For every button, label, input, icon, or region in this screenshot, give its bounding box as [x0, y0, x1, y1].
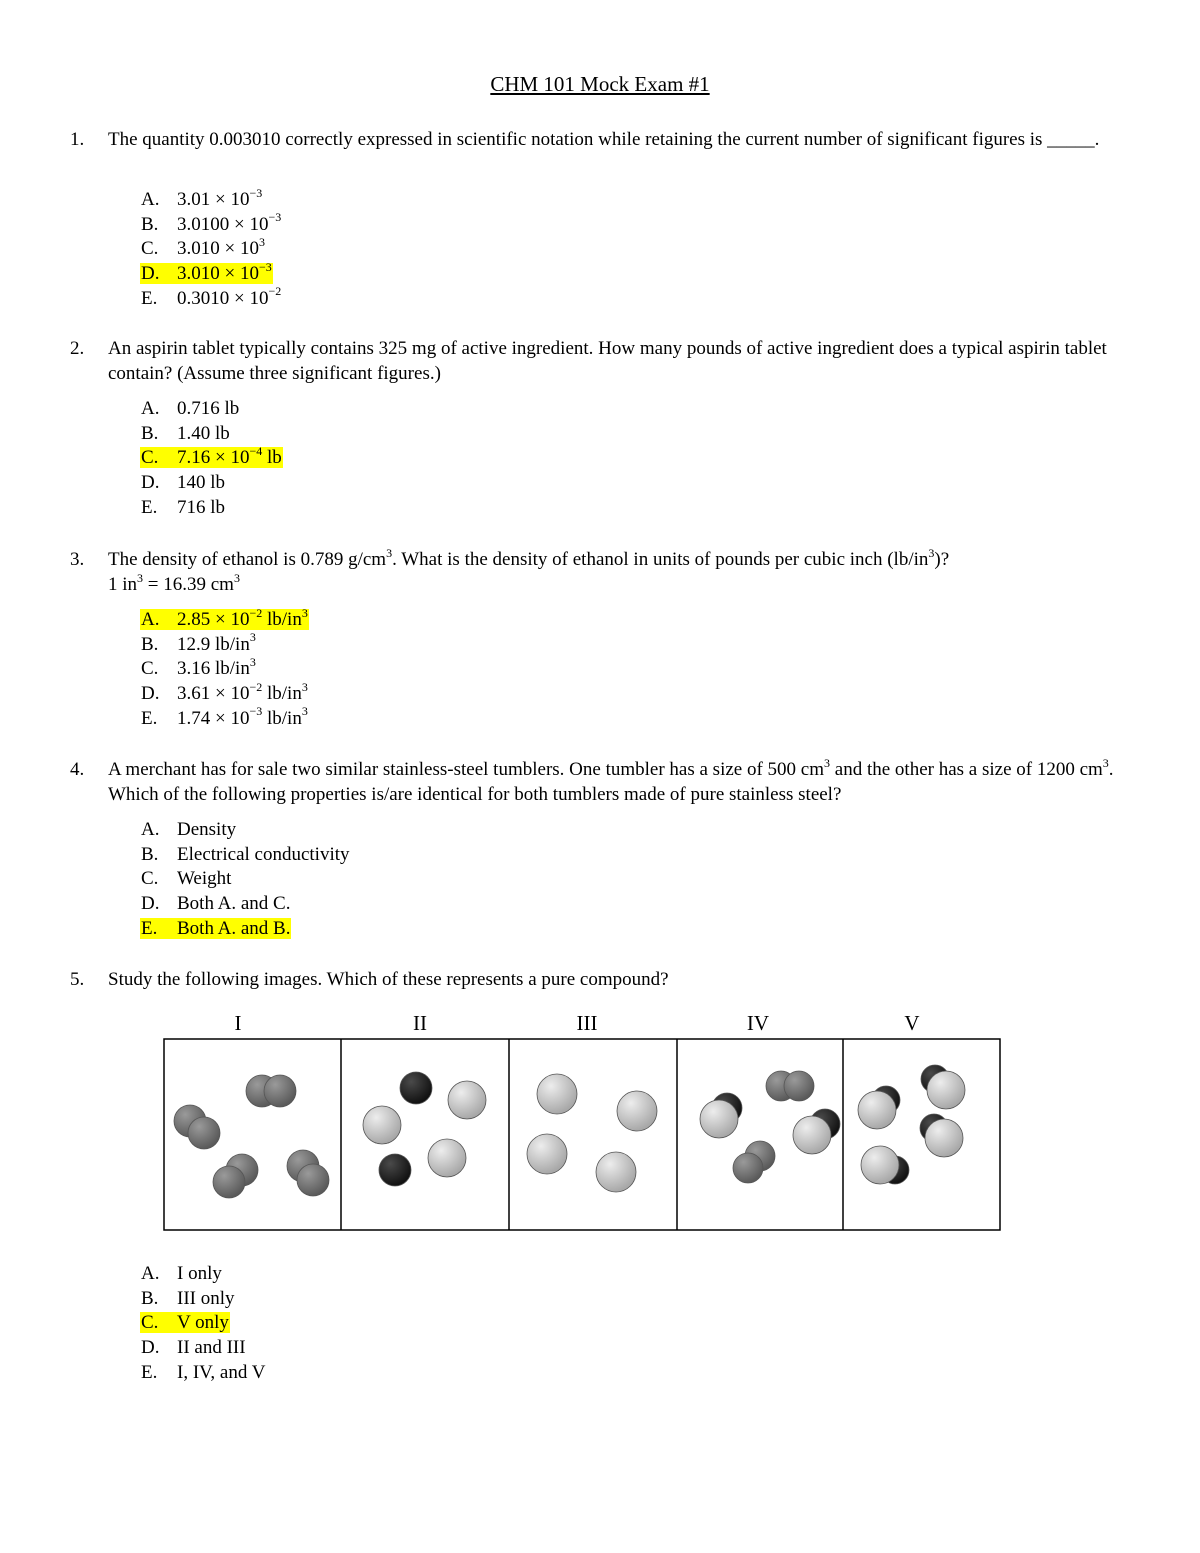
choice-text: V only [177, 1312, 229, 1334]
question-number: 1. [70, 129, 85, 150]
choice-text: $3.0100 \times 10^{-3}$ [177, 210, 282, 235]
choice-text: 140 lb [177, 472, 226, 494]
choice-text: I only [177, 1263, 222, 1284]
panel-label-ii: II [413, 1011, 427, 1035]
choice-text: $3.01 \times 10^{-3}$ [177, 185, 263, 210]
choice-letter: D. [141, 683, 160, 705]
choice-text: III only [177, 1287, 235, 1309]
panel-i-molecules [174, 1075, 329, 1198]
diatomic-molecule [287, 1150, 329, 1196]
compound-molecule [921, 1065, 965, 1109]
choice-letter: E. [141, 287, 158, 309]
choices-q5 [140, 1262, 267, 1385]
choice-letter: E. [141, 707, 158, 729]
diatomic-molecule [766, 1071, 814, 1101]
choice-text: $2.85 \times 10^{-2}$ $lb/in^3$ [177, 605, 308, 630]
choice-letter: C. [141, 868, 159, 890]
answer-choice-highlighted [140, 1311, 267, 1336]
choice-text: Density [177, 819, 237, 840]
choice-letter: D. [141, 893, 160, 915]
choice-content [140, 1362, 267, 1383]
choice-text: II and III [177, 1337, 246, 1359]
answer-choice [140, 1287, 267, 1312]
compound-molecule [861, 1146, 909, 1184]
choice-letter: B. [141, 633, 159, 655]
choice-letter: B. [141, 843, 159, 865]
question-number: 3. [70, 549, 85, 570]
choice-content [140, 1337, 247, 1358]
light-atom [363, 1106, 401, 1144]
compound-molecule [700, 1093, 742, 1138]
panel-label-i: I [234, 1011, 242, 1035]
choice-text: $0.3010 \times 10^{-2}$ [177, 284, 282, 309]
choice-letter: B. [141, 1287, 159, 1309]
choice-text: $7.16 \times 10^{-4}$ lb [177, 444, 282, 469]
panel-label-iii: III [576, 1011, 598, 1035]
light-atom [448, 1081, 486, 1119]
black-atom [379, 1154, 411, 1186]
answer-choice [140, 1262, 267, 1287]
light-atom [596, 1152, 636, 1192]
panel-v-molecules [858, 1065, 965, 1184]
choice-letter: C. [141, 658, 159, 680]
diatomic-molecule [213, 1154, 258, 1198]
choice-letter: B. [141, 422, 159, 444]
choice-letter: A. [141, 819, 160, 840]
choice-text: Both A. and B. [177, 917, 291, 939]
choice-content [140, 1263, 223, 1284]
choice-text: 12.9 $lb/in^3$ [177, 630, 256, 655]
question-number: 2. [70, 338, 85, 359]
choice-text: 1.40 lb [177, 422, 230, 444]
compound-molecule [858, 1086, 900, 1129]
panel-iii-atoms [527, 1074, 657, 1192]
choice-text: 716 lb [177, 496, 226, 518]
choice-letter: C. [141, 1312, 159, 1334]
compound-molecule [793, 1109, 840, 1154]
panel-label-iv: IV [746, 1011, 770, 1035]
question-number: 5. [70, 969, 85, 990]
choice-content [140, 1288, 236, 1309]
answer-choice [140, 1336, 267, 1361]
choice-text: $1.74 \times 10^{-3}$ $lb/in^3$ [177, 704, 308, 729]
panel-label-v: V [904, 1011, 920, 1035]
choice-letter: A. [141, 1263, 160, 1284]
panel-ii-atoms [363, 1072, 486, 1186]
page-title: CHM 101 Mock Exam #1 [490, 72, 710, 96]
choice-letter: D. [141, 1337, 160, 1359]
choice-letter: C. [141, 447, 159, 469]
choice-text: I, IV, and V [177, 1361, 266, 1383]
diatomic-molecule [174, 1105, 220, 1149]
question-text: Study the following images. Which of these represents a pure compound? [108, 969, 669, 990]
choice-letter: A. [141, 189, 160, 210]
choice-letter: D. [141, 472, 160, 494]
panel-iv-molecules [700, 1071, 840, 1183]
question-text: A merchant has for sale two similar stainless-steel tumblers. One tumbler has a size of 500 $cm^3$ and the other has a size of 1200 $cm^3$. Which of the following properties is/are identical for both tumblers made of pure stainless steel? [108, 755, 1114, 805]
choice-letter: B. [141, 213, 159, 235]
question-text: The quantity 0.003010 correctly expressed in scientific notation while retaining the current number of significant figures is _____. [108, 129, 1100, 150]
choice-letter: A. [141, 609, 160, 630]
choice-letter: E. [141, 917, 158, 939]
choice-letter: E. [141, 1361, 158, 1383]
choice-text: $3.61 \times 10^{-2}$ $lb/in^3$ [177, 679, 308, 705]
light-atom [537, 1074, 577, 1114]
diatomic-molecule [733, 1141, 775, 1183]
light-atom [617, 1091, 657, 1131]
choice-text: 3.16 $lb/in^3$ [177, 655, 256, 680]
answer-choice [140, 1361, 267, 1386]
black-atom [400, 1072, 432, 1104]
question-text: An aspirin tablet typically contains 325 mg of active ingredient. How many pounds of active ingredient does a typical aspirin tablet contain? (Assume three significant figures.) [108, 338, 1107, 384]
light-atom [527, 1134, 567, 1174]
question-number: 4. [70, 759, 85, 780]
choice-text: Both A. and C. [177, 893, 291, 915]
question-text: The density of ethanol is 0.789 $g/cm^3$. What is the density of ethanol in units of pounds per cubic inch $(lb/in^3)$? 1 $in^3 = 16.39$ $cm^3$ [108, 545, 950, 595]
choice-letter: C. [141, 238, 159, 260]
light-atom [428, 1139, 466, 1177]
choice-text: Weight [177, 868, 232, 890]
choice-text: Electrical conductivity [177, 843, 350, 865]
panel-frame [164, 1039, 1000, 1230]
compound-molecule [920, 1114, 963, 1157]
choice-text: 0.716 lb [177, 398, 240, 419]
choice-content [140, 1312, 230, 1333]
choice-text: $3.010 \times 10^3$ [177, 235, 265, 260]
choice-letter: E. [141, 496, 158, 518]
choice-text: $3.010 \times 10^{-3}$ [177, 259, 272, 285]
diatomic-molecule [246, 1075, 296, 1107]
choice-letter: A. [141, 398, 160, 419]
choice-letter: D. [141, 263, 160, 285]
